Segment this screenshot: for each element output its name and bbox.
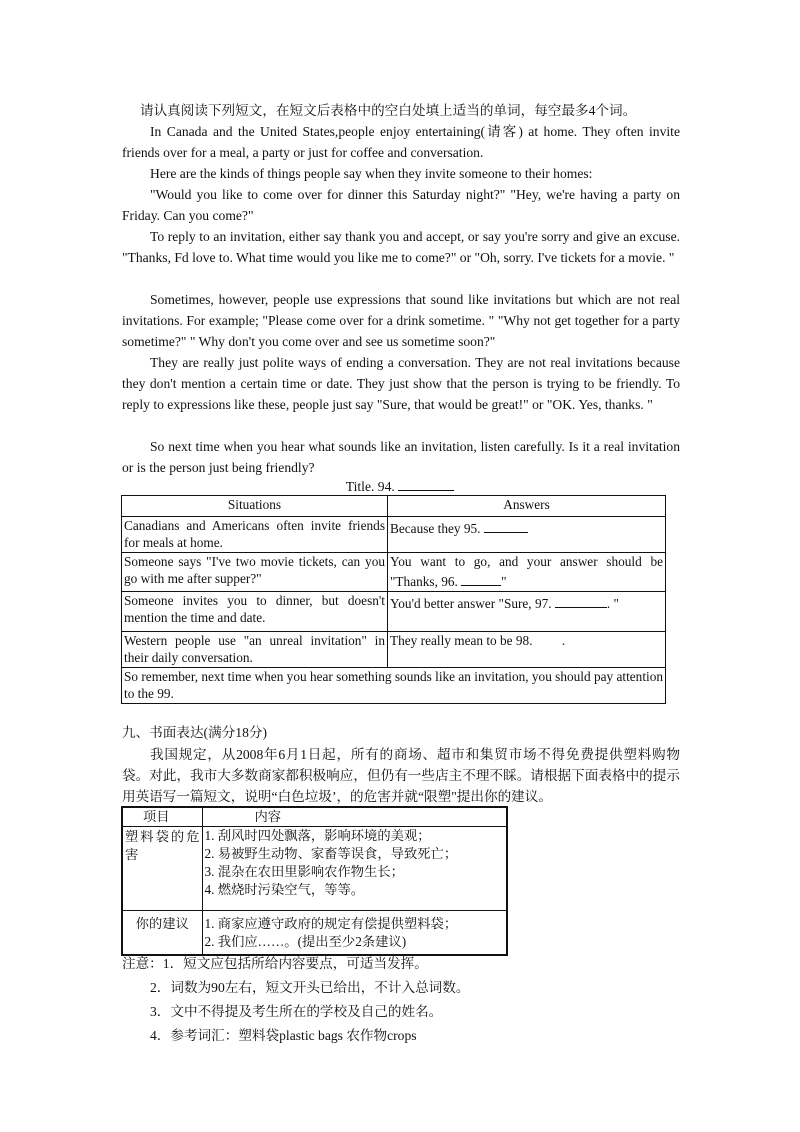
writing-intro: 我国规定，从2008年6月1日起，所有的商场、超市和集贸市场不得免费提供塑料购物袋。对此，我市大多数商家都积极响应，但仍有一些店主不理不睬。请根据下面表格中的提示用英语写一篇短文，说明“白色垃圾’，的危害并就“限塑"提出你的建议。 (122, 747, 680, 804)
answer-text-tail: . " (606, 596, 619, 611)
notes-title: 注意： (122, 956, 163, 971)
summary-cell: So remember, next time when you hear something sounds like an invitation, you should pay attention to the 99. (122, 668, 666, 704)
table-header-row (122, 807, 507, 827)
list-item: 1. 刮风时四处飘落，影响环境的美观； (204, 828, 431, 843)
answer-blank-95[interactable] (484, 518, 528, 533)
list-item: 4. 燃烧时污染空气，等等。 (204, 882, 365, 897)
column-header-content: 内容 (202, 807, 507, 827)
column-header-answers: Answers (388, 496, 666, 517)
answer-cell (388, 517, 666, 553)
reading-paragraph: So next time when you hear what sounds like an invitation, listen carefully. Is it a real invitation or is the person just being friendly? (122, 439, 680, 475)
answer-text: You'd better answer "Sure, 97. (390, 596, 555, 611)
situation-cell: Western people use "an unreal invitation" in their daily conversation. (122, 632, 388, 668)
answer-blank-97[interactable] (555, 593, 607, 608)
note-line: 2．词数为90左右，短文开头已给出，不计入总词数。 (150, 980, 470, 995)
answer-cell (388, 553, 666, 592)
situation-cell: Someone says "I've two movie tickets, can you go with me after supper?" (122, 553, 388, 592)
table-header-row (122, 496, 666, 517)
list-item: 1. 商家应遵守政府的规定有偿提供塑料袋； (204, 916, 458, 931)
list-item: 2. 易被野生动物、家畜等误食，导致死亡； (204, 846, 458, 861)
row-label-harm: 塑料袋的危害 (122, 827, 202, 911)
notes-block (122, 952, 469, 1048)
table-row (122, 517, 666, 553)
answer-text-tail: " (501, 573, 507, 589)
section-title: 九、书面表达(满分18分) (122, 725, 267, 740)
answer-blank-94[interactable] (398, 476, 454, 491)
column-header-item: 项目 (122, 807, 202, 827)
table-footer-row (122, 668, 666, 704)
answer-blank-96[interactable] (461, 571, 501, 586)
answer-text: Because they 95. (390, 521, 484, 536)
note-text: 1．短文应包括所给内容要点，可适当发挥。 (162, 956, 428, 971)
essay-hint-table (121, 806, 508, 956)
reading-paragraph: "Would you like to come over for dinner this Saturday night?" "Hey, we're having a party on Friday. Can you come?" (122, 187, 680, 223)
reading-paragraph: In Canada and the United States,people enjoy entertaining(请客) at home. They often invite friends over for a meal, a party or just for coffee and conversation. (122, 124, 680, 160)
answer-cell (388, 632, 666, 668)
table-row (122, 632, 666, 668)
content-cell (202, 911, 507, 955)
column-header-situations: Situations (122, 496, 388, 517)
list-item: 2. 我们应……。(提出至少2条建议) (204, 934, 407, 949)
table-row (122, 827, 507, 911)
title-prompt (0, 476, 800, 497)
answer-text: You want to go, and your answer should be "Thanks, 96. (390, 554, 663, 589)
reading-instruction: 请认真阅读下列短文，在短文后表格中的空白处填上适当的单词，每空最多4个词。 (140, 103, 637, 118)
table-row (122, 592, 666, 632)
reading-answer-table (121, 495, 666, 704)
answer-cell (388, 592, 666, 632)
table-row (122, 553, 666, 592)
title-prompt-label: Title. 94. (345, 479, 399, 494)
situation-cell: Canadians and Americans often invite friends for meals at home. (122, 517, 388, 553)
row-label-suggestion: 你的建议 (122, 911, 202, 955)
situation-cell: Someone invites you to dinner, but doesn't mention the time and date. (122, 592, 388, 632)
content-cell (202, 827, 507, 911)
reading-paragraph: To reply to an invitation, either say thank you and accept, or say you're sorry and give an excuse. "Thanks, Fd love to. What time would you like me to come?" or "Oh, sorry. I've tickets for a movie. " (122, 229, 680, 265)
note-line: 4．参考词汇：塑料袋plastic bags 农作物crops (150, 1028, 417, 1043)
note-line (122, 952, 469, 976)
list-item: 3. 混杂在农田里影响农作物生长； (204, 864, 404, 879)
reading-paragraph: They are really just polite ways of ending a conversation. They are not real invitations because they don't mention a certain time or date. They just show that the person is trying to be friendly. To reply to expressions like these, people just say "Sure, that would be great!" or "OK. Yes, thanks. " (122, 355, 680, 412)
answer-text: They really mean to be 98. (390, 633, 536, 648)
table-row (122, 911, 507, 955)
reading-paragraph: Sometimes, however, people use expressions that sound like invitations but which are not real invitations. For example; "Please come over for a drink sometime. " "Why not get together for a party sometime?" " Why don't you come over and see us sometime soon?" (122, 292, 680, 349)
note-line: 3．文中不得提及考生所在的学校及自己的姓名。 (150, 1004, 443, 1019)
reading-paragraph: Here are the kinds of things people say when they invite someone to their homes: (150, 166, 593, 181)
answer-text-tail: . (561, 633, 566, 648)
